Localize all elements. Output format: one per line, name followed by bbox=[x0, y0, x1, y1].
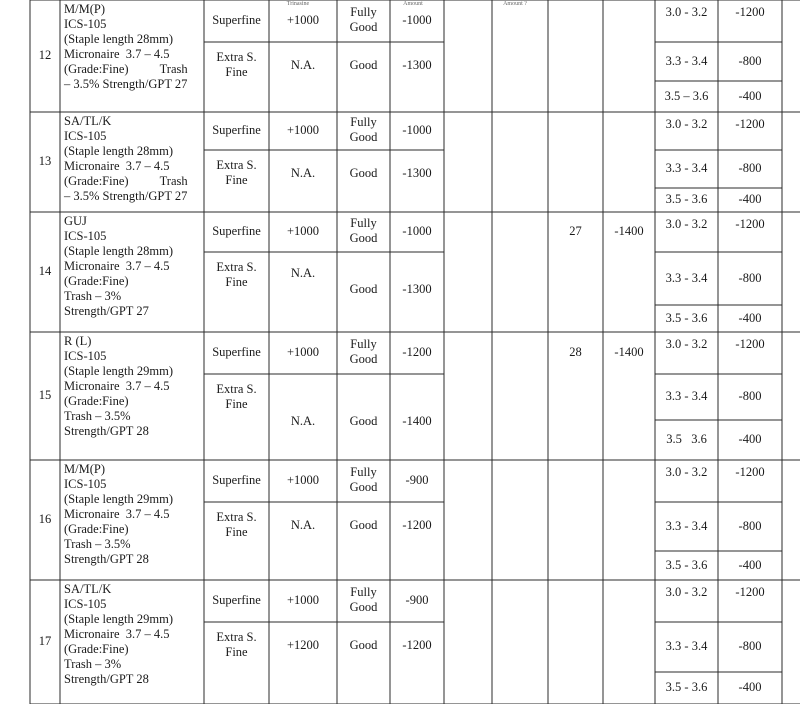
variety-line: Micronaire 3.7 – 4.5 bbox=[64, 259, 170, 273]
grade-superfine: Superfine bbox=[212, 593, 261, 607]
premium-value: N.A. bbox=[290, 58, 316, 72]
variety-line: Micronaire 3.7 – 4.5 bbox=[64, 159, 170, 173]
micronaire-amount: -400 bbox=[738, 680, 762, 694]
grade-extra-fine: Extra S. Fine bbox=[216, 510, 257, 539]
amount-value: -1300 bbox=[402, 282, 432, 296]
amount-value: -1300 bbox=[402, 58, 432, 72]
variety-line: Micronaire 3.7 – 4.5 bbox=[64, 507, 170, 521]
variety-line: Micronaire 3.7 – 4.5 bbox=[64, 47, 170, 61]
amount-value: -1200 bbox=[402, 638, 432, 652]
variety-line: ICS-105 bbox=[64, 229, 107, 243]
variety-line: ICS-105 bbox=[64, 477, 107, 491]
variety-line: GUJ bbox=[64, 214, 87, 228]
premium-value: N.A. bbox=[290, 266, 316, 280]
premium-value: +1000 bbox=[286, 13, 320, 27]
micronaire-range: 3.0 - 3.2 bbox=[665, 465, 708, 479]
micronaire-amount: -400 bbox=[738, 432, 762, 446]
premium-value: +1000 bbox=[286, 123, 320, 137]
variety-line: Trash – 3.5% bbox=[64, 409, 131, 423]
micronaire-amount: -800 bbox=[738, 270, 762, 285]
extra-value: 27 bbox=[569, 224, 582, 238]
variety-line: (Staple length 29mm) bbox=[64, 364, 174, 378]
grade-extra-fine: Extra S. Fine bbox=[216, 158, 257, 187]
row-number: 13 bbox=[38, 154, 52, 168]
variety-line: Trash – 3% bbox=[64, 657, 122, 671]
micronaire-amount: -800 bbox=[738, 518, 762, 533]
variety-line: (Grade:Fine) bbox=[64, 274, 129, 288]
micronaire-amount: -800 bbox=[738, 639, 762, 653]
variety-line: ICS-105 bbox=[64, 129, 107, 143]
micronaire-range: 3.0 - 3.2 bbox=[665, 585, 708, 599]
amount-value: -900 bbox=[405, 593, 429, 607]
micronaire-range: 3.0 - 3.2 bbox=[665, 337, 708, 351]
premium-value: N.A. bbox=[290, 166, 316, 180]
row-number: 12 bbox=[38, 48, 52, 62]
variety-line: (Staple length 28mm) bbox=[64, 32, 174, 46]
premium-value: +1200 bbox=[286, 638, 320, 652]
micronaire-amount: -1200 bbox=[735, 337, 765, 351]
variety-line: SA/TL/K bbox=[64, 582, 112, 596]
micronaire-amount: -800 bbox=[738, 53, 762, 68]
micronaire-amount: -800 bbox=[738, 161, 762, 175]
grade-quality: Fully Good bbox=[349, 115, 378, 144]
amount-value: -1300 bbox=[402, 166, 432, 180]
header-fragment: Amount ? bbox=[503, 1, 527, 7]
variety-line: (Grade:Fine) Trash bbox=[64, 62, 188, 76]
amount-value: -1000 bbox=[402, 224, 432, 238]
micronaire-range: 3.3 - 3.4 bbox=[665, 53, 708, 68]
micronaire-range: 3.0 - 3.2 bbox=[665, 117, 708, 131]
micronaire-range: 3.3 - 3.4 bbox=[665, 518, 708, 533]
grade-quality: Good bbox=[349, 58, 378, 72]
micronaire-range: 3.5 - 3.6 bbox=[665, 192, 708, 206]
variety-line: Trash – 3% bbox=[64, 289, 122, 303]
micronaire-amount: -800 bbox=[738, 389, 762, 403]
variety-line: (Grade:Fine) bbox=[64, 522, 129, 536]
micronaire-amount: -1200 bbox=[735, 217, 765, 231]
micronaire-range: 3.3 - 3.4 bbox=[665, 639, 708, 653]
variety-line: (Grade:Fine) bbox=[64, 394, 129, 408]
variety-line: M/M(P) bbox=[64, 462, 105, 476]
grade-superfine: Superfine bbox=[212, 473, 261, 487]
premium-value: +1000 bbox=[286, 593, 320, 607]
variety-line: ICS-105 bbox=[64, 597, 107, 611]
row-number: 17 bbox=[38, 634, 52, 648]
premium-value: +1000 bbox=[286, 224, 320, 238]
grade-superfine: Superfine bbox=[212, 13, 261, 27]
variety-line: R (L) bbox=[64, 334, 92, 348]
extra-value: -1400 bbox=[614, 345, 644, 359]
variety-line: (Grade:Fine) Trash bbox=[64, 174, 188, 188]
variety-line: Strength/GPT 28 bbox=[64, 552, 149, 566]
variety-line: Strength/GPT 27 bbox=[64, 304, 149, 318]
variety-line: – 3.5% Strength/GPT 27 bbox=[64, 77, 188, 91]
grade-quality: Fully Good bbox=[349, 465, 378, 494]
variety-line: (Staple length 28mm) bbox=[64, 144, 174, 158]
grade-extra-fine: Extra S. Fine bbox=[216, 382, 257, 411]
amount-value: -1200 bbox=[402, 518, 432, 532]
grade-superfine: Superfine bbox=[212, 123, 261, 137]
micronaire-range: 3.5 - 3.6 bbox=[665, 680, 708, 694]
premium-value: +1000 bbox=[286, 473, 320, 487]
micronaire-range: 3.5 - 3.6 bbox=[665, 557, 708, 572]
grade-quality: Good bbox=[349, 282, 378, 296]
grade-superfine: Superfine bbox=[212, 345, 261, 359]
micronaire-amount: -1200 bbox=[735, 117, 765, 131]
grade-quality: Good bbox=[349, 518, 378, 532]
micronaire-range: 3.3 - 3.4 bbox=[665, 389, 708, 403]
amount-value: -900 bbox=[405, 473, 429, 487]
row-number: 15 bbox=[38, 388, 52, 402]
grade-quality: Fully Good bbox=[349, 585, 378, 614]
micronaire-amount: -1200 bbox=[735, 465, 765, 479]
variety-line: M/M(P) bbox=[64, 2, 105, 16]
micronaire-amount: -1200 bbox=[735, 5, 765, 19]
row-number: 14 bbox=[38, 264, 52, 278]
premium-value: N.A. bbox=[290, 518, 316, 532]
variety-line: Micronaire 3.7 – 4.5 bbox=[64, 379, 170, 393]
micronaire-range: 3.3 - 3.4 bbox=[665, 161, 708, 175]
premium-value: +1000 bbox=[286, 345, 320, 359]
micronaire-amount: -1200 bbox=[735, 585, 765, 599]
micronaire-range: 3.5 - 3.6 bbox=[665, 310, 708, 325]
micronaire-range: 3.3 - 3.4 bbox=[665, 270, 708, 285]
micronaire-amount: -400 bbox=[738, 310, 762, 325]
grade-quality: Good bbox=[349, 414, 378, 428]
amount-value: -1200 bbox=[402, 345, 432, 359]
grade-extra-fine: Extra S. Fine bbox=[216, 50, 257, 79]
micronaire-range: 3.5 – 3.6 bbox=[664, 88, 709, 103]
grade-quality: Fully Good bbox=[349, 5, 378, 34]
micronaire-amount: -400 bbox=[738, 192, 762, 206]
variety-line: Trash – 3.5% bbox=[64, 537, 131, 551]
grade-superfine: Superfine bbox=[212, 224, 261, 238]
variety-line: (Staple length 28mm) bbox=[64, 244, 174, 258]
variety-line: ICS-105 bbox=[64, 349, 107, 363]
header-fragment: Trinasine bbox=[286, 1, 310, 7]
micronaire-amount: -400 bbox=[738, 557, 762, 572]
premium-value: N.A. bbox=[290, 414, 316, 428]
micronaire-range: 3.5 3.6 bbox=[666, 432, 707, 446]
grade-quality: Fully Good bbox=[349, 337, 378, 366]
grade-extra-fine: Extra S. Fine bbox=[216, 630, 257, 659]
grade-extra-fine: Extra S. Fine bbox=[216, 260, 257, 289]
micronaire-range: 3.0 - 3.2 bbox=[665, 5, 708, 19]
variety-line: Strength/GPT 28 bbox=[64, 424, 149, 438]
header-fragment: Amount bbox=[403, 1, 423, 7]
row-number: 16 bbox=[38, 512, 52, 526]
amount-value: -1000 bbox=[402, 13, 432, 27]
amount-value: -1400 bbox=[402, 414, 432, 428]
extra-value: -1400 bbox=[614, 224, 644, 238]
variety-line: (Staple length 29mm) bbox=[64, 492, 174, 506]
micronaire-range: 3.0 - 3.2 bbox=[665, 217, 708, 231]
variety-line: – 3.5% Strength/GPT 27 bbox=[64, 189, 188, 203]
grade-quality: Good bbox=[349, 166, 378, 180]
variety-line: (Staple length 29mm) bbox=[64, 612, 174, 626]
grade-quality: Good bbox=[349, 638, 378, 652]
variety-line: SA/TL/K bbox=[64, 114, 112, 128]
micronaire-amount: -400 bbox=[738, 88, 762, 103]
amount-value: -1000 bbox=[402, 123, 432, 137]
grade-quality: Fully Good bbox=[349, 216, 378, 245]
extra-value: 28 bbox=[569, 345, 582, 359]
variety-line: Micronaire 3.7 – 4.5 bbox=[64, 627, 170, 641]
variety-line: (Grade:Fine) bbox=[64, 642, 129, 656]
variety-line: Strength/GPT 28 bbox=[64, 672, 149, 686]
variety-line: ICS-105 bbox=[64, 17, 107, 31]
